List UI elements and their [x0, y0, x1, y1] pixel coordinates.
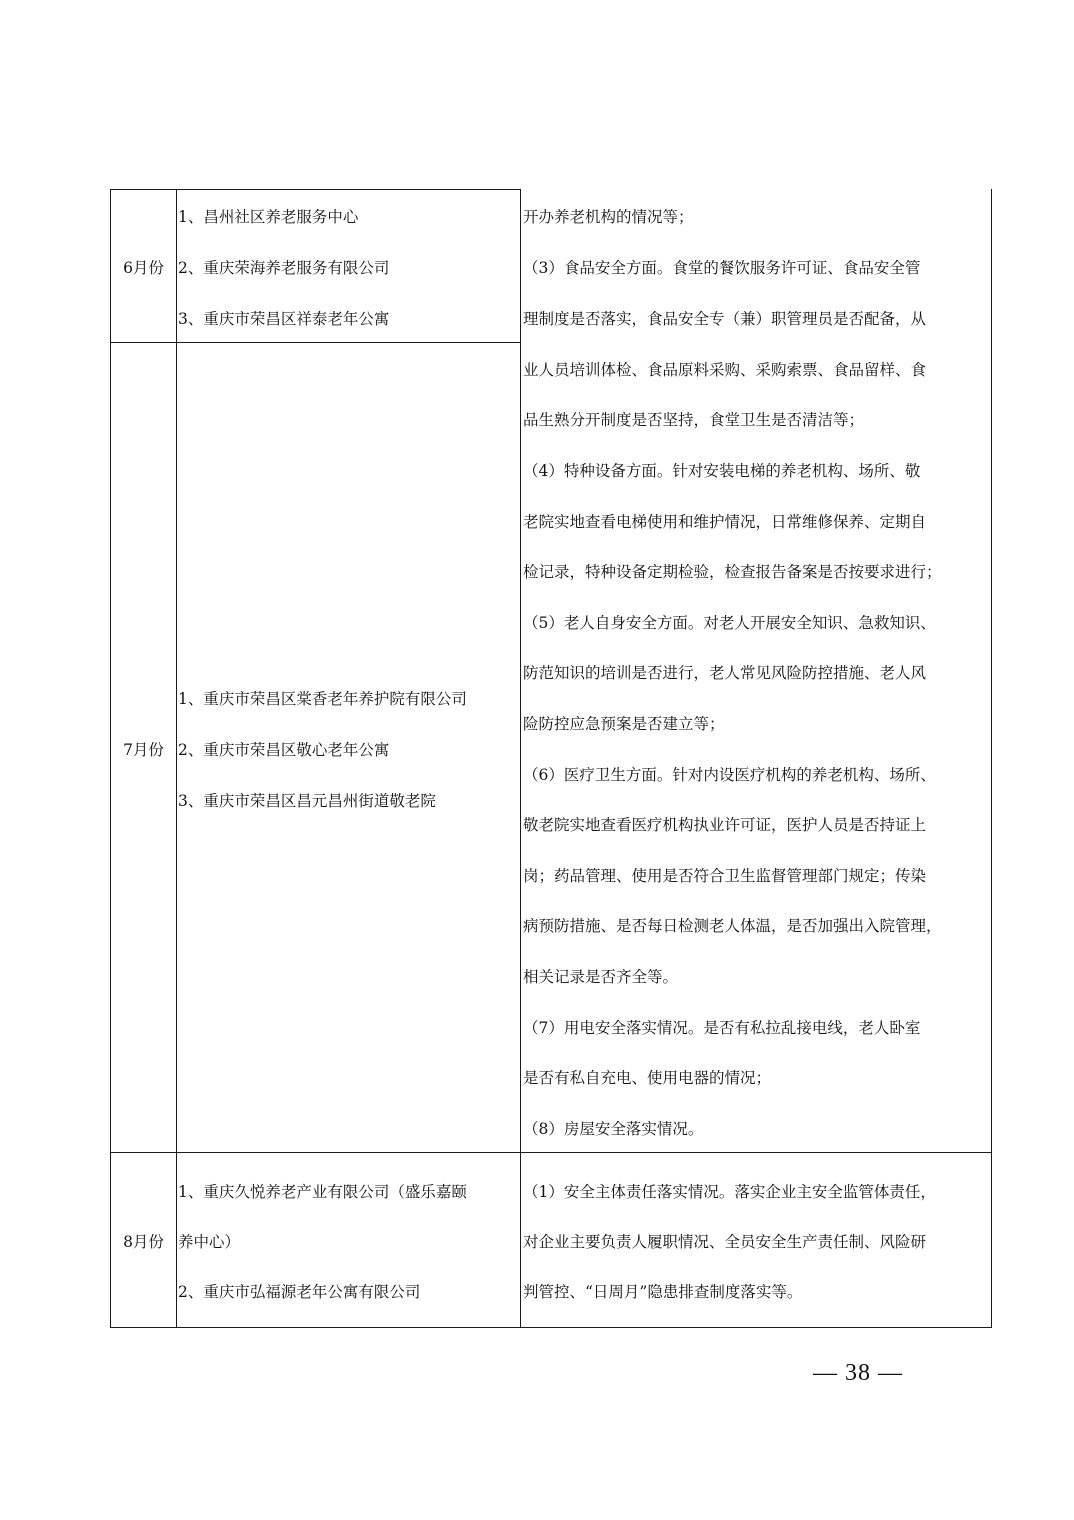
unit-item: 1、昌州社区养老服务中心 — [178, 208, 359, 226]
inspection-content-upper — [523, 207, 993, 1147]
unit-item: 1、重庆市荣昌区棠香老年养护院有限公司 — [178, 690, 467, 708]
content-line: 防范知识的培训是否进行，老人常见风险防控措施、老人风 — [523, 664, 927, 682]
content-line: 对企业主要负责人履职情况、全员安全生产责任制、风险研 — [523, 1233, 927, 1251]
unit-item: 2、重庆市弘福源老年公寓有限公司 — [178, 1283, 421, 1301]
unit-item: 2、重庆荣海养老服务有限公司 — [178, 259, 390, 277]
content-line: （5）老人自身安全方面。对老人开展安全知识、急救知识、 — [523, 614, 936, 632]
month-cell-august: 8月份 — [123, 1233, 164, 1251]
row-separator-june-july — [110, 342, 521, 343]
unit-item: 2、重庆市荣昌区敬心老年公寓 — [178, 741, 390, 759]
unit-item: 1、重庆久悦养老产业有限公司（盛乐嘉颐 — [178, 1183, 467, 1201]
content-line: （6）医疗卫生方面。针对内设医疗机构的养老机构、场所、 — [523, 766, 936, 784]
content-line: （1）安全主体责任落实情况。落实企业主安全监管体责任， — [523, 1183, 936, 1201]
content-line: 判管控、“日周月”隐患排查制度落实等。 — [523, 1283, 803, 1301]
page-number: — 38 — — [813, 1360, 903, 1386]
content-line: 险防控应急预案是否建立等； — [523, 715, 725, 733]
content-line: （7）用电安全落实情况。是否有私拉乱接电线，老人卧室 — [523, 1019, 921, 1037]
table-border-bottom — [110, 1327, 992, 1328]
row-separator-july-august — [110, 1152, 992, 1153]
unit-item: 3、重庆市荣昌区昌元昌州街道敬老院 — [178, 792, 436, 810]
unit-cell-july — [178, 689, 518, 819]
unit-cell-june — [178, 207, 518, 337]
content-line: 老院实地查看电梯使用和维护情况，日常维修保养、定期自 — [523, 513, 927, 531]
unit-item: 养中心） — [178, 1233, 241, 1251]
content-line: 岗；药品管理、使用是否符合卫生监督管理部门规定；传染 — [523, 867, 927, 885]
content-line: 检记录，特种设备定期检验，检查报告备案是否按要求进行； — [523, 563, 942, 581]
content-line: 相关记录是否齐全等。 — [523, 968, 679, 986]
content-line: 敬老院实地查看医疗机构执业许可证，医护人员是否持证上 — [523, 816, 927, 834]
table-divider-month — [176, 189, 177, 1328]
unit-cell-august — [178, 1182, 518, 1312]
content-line: 品生熟分开制度是否坚持，食堂卫生是否清洁等； — [523, 411, 865, 429]
content-line: 理制度是否落实，食品安全专（兼）职管理员是否配备，从 — [523, 310, 927, 328]
unit-item: 3、重庆市荣昌区祥泰老年公寓 — [178, 310, 390, 328]
content-line: （4）特种设备方面。针对安装电梯的养老机构、场所、敬 — [523, 462, 921, 480]
table-divider-content — [520, 189, 521, 1328]
content-line: 是否有私自充电、使用电器的情况； — [523, 1069, 772, 1087]
content-line: （3）食品安全方面。食堂的餐饮服务许可证、食品安全管 — [523, 259, 921, 277]
content-line: 开办养老机构的情况等； — [523, 208, 694, 226]
content-line: （8）房屋安全落实情况。 — [523, 1120, 704, 1138]
month-cell-july: 7月份 — [123, 741, 164, 759]
inspection-content-lower — [523, 1182, 993, 1312]
month-cell-june: 6月份 — [123, 259, 164, 277]
content-line: 病预防措施、是否每日检测老人体温，是否加强出入院管理， — [523, 917, 942, 935]
content-line: 业人员培训体检、食品原料采购、采购索票、食品留样、食 — [523, 361, 927, 379]
table-border-top — [110, 189, 521, 190]
